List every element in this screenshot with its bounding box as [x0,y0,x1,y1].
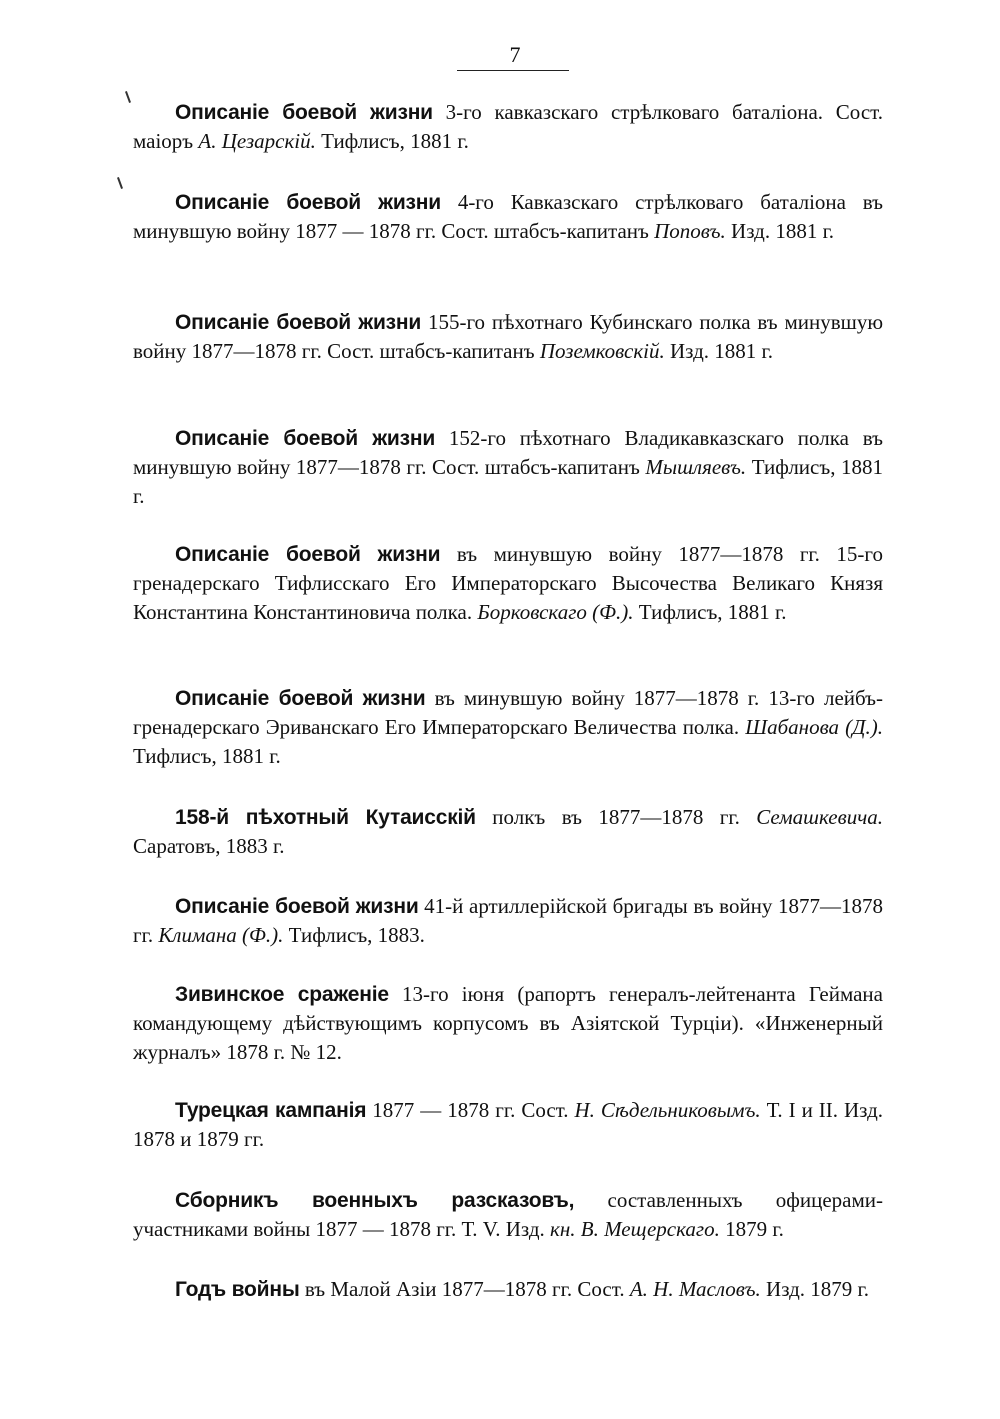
entry-title: Описаніе боевой жизни [175,427,436,450]
entry-title: Описаніе боевой жизни [175,191,441,214]
entry-text: въ минувшую войну 1877—1878 гг. 15-го гренадерскаго Тифлисскаго Его Императорскаго Высочества Великаго Князя Константина Константиновича полка. [133,542,883,624]
bibliography-entry [133,1186,883,1244]
entry-author: Мышляевъ. [645,455,747,479]
entry-title: Годъ войны [175,1278,300,1301]
entry-tail: Тифлисъ, 1881 г. [638,600,787,624]
entry-tail: Изд. 1881 г. [731,219,835,243]
entry-author: Климана (Ф.). [158,923,284,947]
entry-text: въ минувшую войну 1877—1878 г. 13-го лейбъ-гренадерскаго Эриванскаго Его Императорскаго Величества полка. [133,686,884,739]
bibliography-entry [133,424,883,511]
page-number: 7 [509,42,521,67]
bibliography-entry [133,188,883,246]
entry-text: 1877 — 1878 гг. Сост. [372,1098,569,1122]
entry-author: Поземковскій. [539,339,665,363]
bibliography-entry [133,980,883,1067]
entry-tail: Изд. 1879 г. [766,1277,870,1301]
entry-text: 4-го Кавказскаго стрѣлковаго баталіона въ минувшую войну 1877 — 1878 гг. Сост. штабсъ-капитанъ [133,190,884,243]
entry-tail: Тифлисъ, 1881 г. [321,129,469,153]
entry-title: Зивинское сраженіе [175,983,389,1006]
entry-author: Борковскаго (Ф.). [477,600,634,624]
entry-text: 41-й артиллерійской бригады въ войну 1877—1878 гг. [133,894,884,947]
entry-title: Описаніе боевой жизни [175,895,419,918]
entry-author: Н. Сѣдельниковымъ. [574,1098,761,1122]
entry-author: кн. В. Мещерскаго. [550,1217,720,1241]
entry-text: въ Малой Азіи 1877—1878 гг. Сост. [304,1277,625,1301]
entry-author: Шабанова (Д.). [745,715,884,739]
bibliography-entry [133,803,883,861]
entry-tail: Саратовъ, 1883 г. [133,834,285,858]
bibliography-entry [133,308,883,366]
entry-tail: 1879 г. [725,1217,784,1241]
entry-title: Описаніе боевой жизни [175,311,422,334]
entry-tail: Тифлисъ, 1883. [288,923,425,947]
bibliography-entry [133,98,883,156]
entry-title: Описаніе боевой жизни [175,543,441,566]
entry-tail: Изд. 1881 г. [669,339,773,363]
margin-mark [125,91,131,103]
margin-mark [117,177,123,189]
entry-text: составленныхъ офицерами-участниками войны 1877 — 1878 гг. Т. V. Изд. [133,1188,883,1241]
entry-author: А. Н. Масловъ. [629,1277,761,1301]
entry-title: Сборникъ военныхъ разсказовъ, [175,1189,575,1212]
bibliography-entry [133,892,883,950]
entry-text: 152-го пѣхотнаго Владикавказскаго полка въ минувшую войну 1877—1878 гг. Сост. штабсъ-капитанъ [133,426,884,479]
entry-text: полкъ въ 1877—1878 гг. [492,805,740,829]
entry-text: 13-го іюня (рапортъ генералъ-лейтенанта Геймана командующему дѣйствующимъ корпусомъ въ Азіятской Турціи). «Инженерный журналъ» 1878 г. № 12. [133,982,883,1064]
bibliography-entry [133,540,883,627]
entry-author: Поповъ. [654,219,726,243]
entry-title: Описаніе боевой жизни [175,687,426,710]
page-number-rule [457,70,569,71]
bibliography-entry [133,1275,883,1304]
bibliography-entry [133,684,883,771]
entry-title: Турецкая кампанія [175,1099,367,1122]
entry-tail: Т. I и II. Изд. 1878 и 1879 гг. [133,1098,884,1151]
entry-title: 158-й пѣхотный Кутаисскій [175,806,476,829]
bibliography-entry [133,1096,883,1154]
entry-text: 155-го пѣхотнаго Кубинскаго полка въ минувшую войну 1877—1878 гг. Сост. штабсъ-капитанъ [133,310,884,363]
entry-author: Семашкевича. [756,805,883,829]
entry-tail: Тифлисъ, 1881 г. [133,455,884,508]
entry-title: Описаніе боевой жизни [175,101,433,124]
entry-author: А. Цезарскій. [198,129,316,153]
entry-tail: Тифлисъ, 1881 г. [133,744,281,768]
entry-text: 3-го кавказскаго стрѣлковаго баталіона. Сост. маіоръ [133,100,883,153]
